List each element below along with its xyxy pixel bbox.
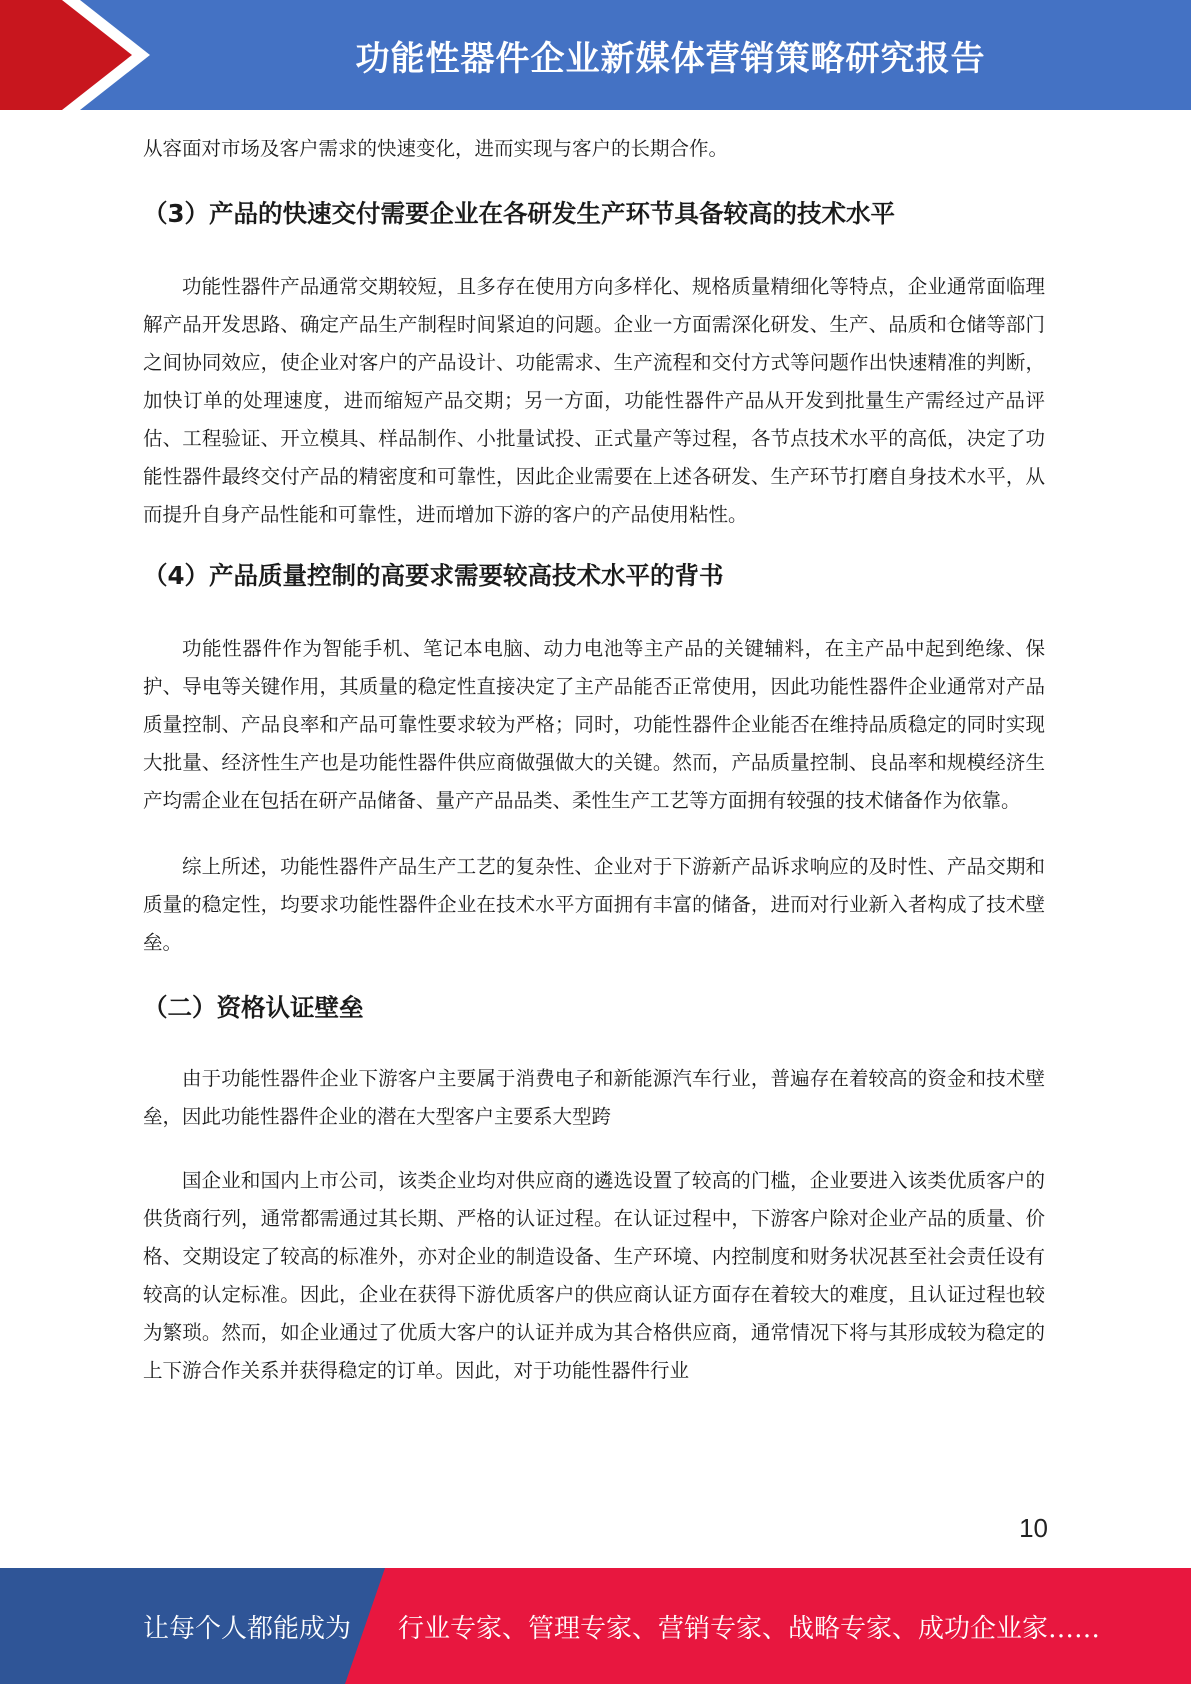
page-footer <box>0 1568 1191 1684</box>
paragraph-continued: 从容面对市场及客户需求的快速变化，进而实现与客户的长期合作。 <box>143 137 729 160</box>
paragraph-qualification-intro: 由于功能性器件企业下游客户主要属于消费电子和新能源汽车行业，普遍存在着较高的资金和技术壁垒，因此功能性器件企业的潜在大型客户主要系大型跨 <box>143 1067 1045 1128</box>
section-heading-qualification: （二）资格认证壁垒 <box>143 993 364 1022</box>
page-number: 10 <box>1019 1513 1048 1543</box>
section-heading-4: （4）产品质量控制的高要求需要较高技术水平的背书 <box>143 561 724 590</box>
section-heading-3: （3）产品的快速交付需要企业在各研发生产环节具备较高的技术水平 <box>143 199 896 228</box>
paragraph-qualification-detail: 国企业和国内上市公司，该类企业均对供应商的遴选设置了较高的门槛，企业要进入该类优质客户的供货商行列，通常都需通过其长期、严格的认证过程。在认证过程中，下游客户除对企业产品的质量、价格、交期设定了较高的标准外，亦对企业的制造设备、生产环境、内控制度和财务状况甚至社会责任设有较高的认定标准。因此，企业在获得下游优质客户的供应商认证方面存在着较大的难度，且认证过程也较为繁琐。然而，如企业通过了优质大客户的认证并成为其合格供应商，通常情况下将与其形成较为稳定的上下游合作关系并获得稳定的订单。因此，对于功能性器件行业 <box>143 1169 1045 1382</box>
report-title: 功能性器件企业新媒体营销策略研究报告 <box>355 38 986 79</box>
page-header <box>0 0 1191 110</box>
paragraph-delivery: 功能性器件产品通常交期较短，且多存在使用方向多样化、规格质量精细化等特点，企业通常面临理解产品开发思路、确定产品生产制程时间紧迫的问题。企业一方面需深化研发、生产、品质和仓储等部门之间协同效应，使企业对客户的产品设计、功能需求、生产流程和交付方式等问题作出快速精准的判断，加快订单的处理速度，进而缩短产品交期；另一方面，功能性器件产品从开发到批量生产需经过产品评估、工程验证、开立模具、样品制作、小批量试投、正式量产等过程，各节点技术水平的高低，决定了功能性器件最终交付产品的精密度和可靠性，因此企业需要在上述各研发、生产环节打磨自身技术水平，从而提升自身产品性能和可靠性，进而增加下游的客户的产品使用粘性。 <box>143 275 1045 526</box>
paragraph-quality: 功能性器件作为智能手机、笔记本电脑、动力电池等主产品的关键辅料，在主产品中起到绝缘、保护、导电等关键作用，其质量的稳定性直接决定了主产品能否正常使用，因此功能性器件企业通常对产品质量控制、产品良率和产品可靠性要求较为严格；同时，功能性器件企业能否在维持品质稳定的同时实现大批量、经济性生产也是功能性器件供应商做强做大的关键。然而，产品质量控制、良品率和规模经济生产均需企业在包括在研产品储备、量产产品品类、柔性生产工艺等方面拥有较强的技术储备作为依靠。 <box>143 637 1045 812</box>
document-body <box>143 130 1045 1390</box>
paragraph-summary: 综上所述，功能性器件产品生产工艺的复杂性、企业对于下游新产品诉求响应的及时性、产品交期和质量的稳定性，均要求功能性器件企业在技术水平方面拥有丰富的储备，进而对行业新入者构成了技术壁垒。 <box>143 855 1045 954</box>
footer-slogan-left: 让每个人都能成为 <box>143 1613 352 1644</box>
footer-slogan-right: 行业专家、管理专家、营销专家、战略专家、成功企业家…… <box>398 1613 1101 1644</box>
